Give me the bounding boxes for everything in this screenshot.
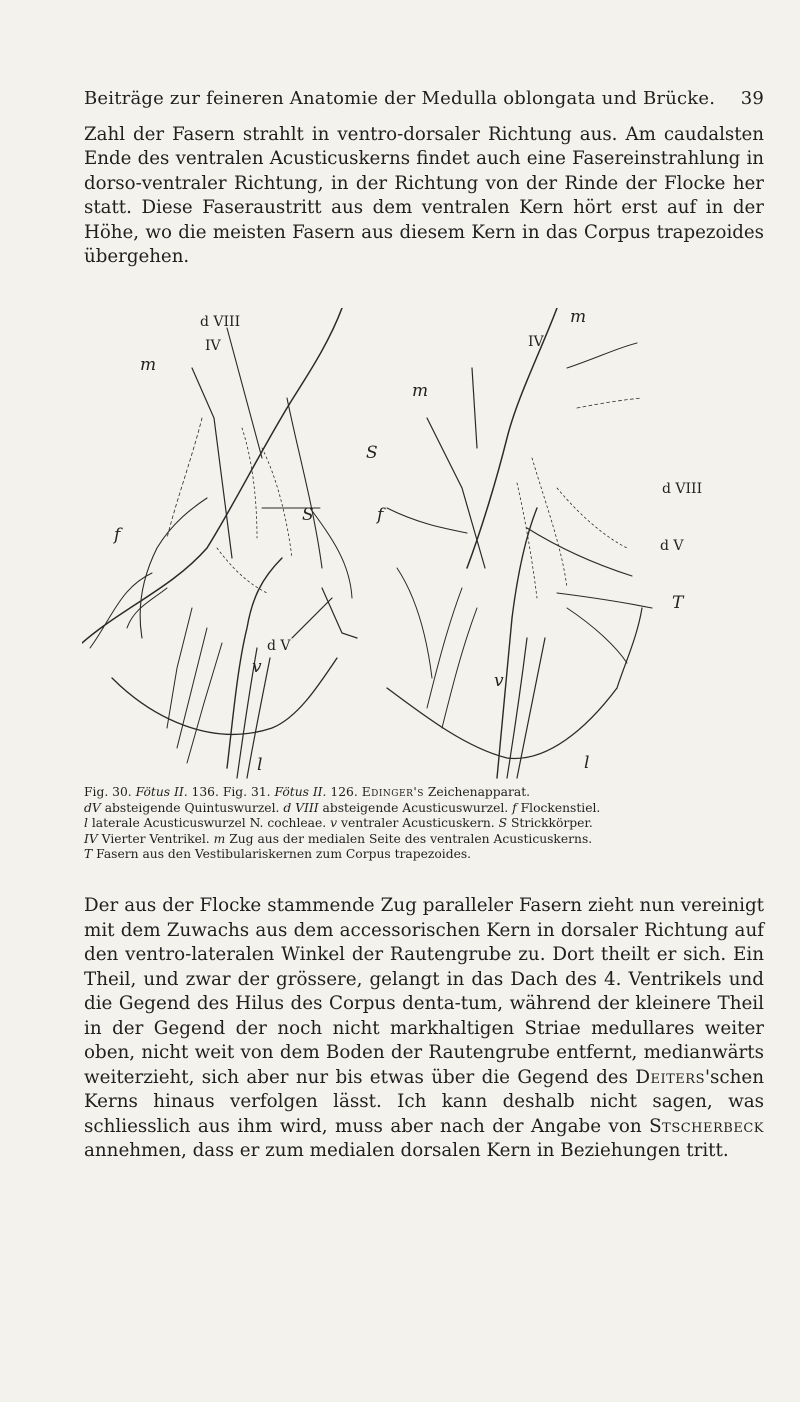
caption-fig30-source: Fötus II.: [135, 785, 188, 799]
fig30-label-m: m: [140, 355, 157, 375]
caption-key-t: T: [84, 847, 93, 862]
page-number: 39: [740, 88, 764, 109]
figure-30-labels: [112, 314, 314, 775]
fig30-label-f: f: [114, 525, 121, 545]
paragraph-1: Zahl der Fasern strahlt in ventro-dorsaler Richtung aus. Am caudalsten Ende des ventralen Acusticuskerns findet auch eine Fasereinstrahlung in dorso-ventraler Richtung, in der Richtung von der Rinde der Flocke her statt. Diese Faseraustritt aus dem ventralen Kern hört erst auf in der Höhe, wo die meisten Fasern aus diesem Kern in das Corpus trapezoides übergehen.: [84, 124, 764, 268]
caption-text-iv: Vierter Ventrikel.: [101, 831, 210, 846]
caption-key-f: f: [512, 800, 517, 815]
figures: [82, 308, 722, 780]
fig31-label-f: f: [377, 505, 384, 525]
fig31-label-d8: d VIII: [662, 481, 703, 497]
fig31-label-m-top: m: [570, 308, 587, 327]
caption-apparatus: Zeichenapparat.: [427, 785, 531, 799]
figure-caption: [84, 785, 764, 863]
caption-apparatus-name: Edinger's: [361, 785, 424, 799]
caption-key-m: m: [213, 831, 226, 846]
running-title: Beiträge zur feineren Anatomie der Medulla oblongata und Brücke.: [84, 88, 716, 109]
fig30-label-l: l: [257, 755, 263, 775]
caption-text-dv: absteigende Quintuswurzel.: [104, 800, 280, 815]
paragraph-2-part-c: annehmen, dass er zum medialen dorsalen Kern in Beziehungen tritt.: [84, 1140, 729, 1161]
caption-key-iv: IV: [84, 831, 98, 846]
author-deiters: Deiters: [635, 1066, 705, 1088]
fig31-label-l: l: [584, 753, 590, 773]
fig30-label-v: v: [252, 657, 262, 677]
paragraph-2: [84, 894, 764, 1164]
fig30-label-iv: IV: [205, 338, 221, 354]
fig31-label-t: T: [672, 593, 684, 613]
figure-31-labels: [366, 308, 702, 773]
caption-key-dv: dV: [84, 800, 101, 815]
figure-31: [387, 308, 652, 778]
caption-key-v: v: [330, 816, 338, 831]
fig30-label-d8: d VIII: [200, 314, 241, 330]
caption-fig30-number: 136.: [191, 785, 219, 799]
caption-text-f: Flockenstiel.: [520, 800, 601, 815]
caption-text-m: Zug aus der medialen Seite des ventralen Acusticuskerns.: [229, 831, 593, 846]
caption-fig30: Fig. 30.: [84, 785, 132, 799]
caption-fig31: Fig. 31.: [222, 785, 271, 799]
fig31-label-m-left: m: [412, 381, 429, 401]
paragraph-2-part-a: Der aus der Flocke stammende Zug paralleler Fasern zieht nun vereinigt mit dem Zuwachs aus dem accessorischen Kern in dorsaler Richtung auf den ventro-lateralen Winkel der Rautengrube zu. Dort theilt er sich. Ein Theil, und zwar der grössere, gelangt in das Dach des 4. Ventrikels und die Gegend des Hilus des Corpus denta-tum, während der kleinere Theil in der Gegend der noch nicht markhaltigen Striae medullares weiter oben, nicht weit von dem Boden der Rautengrube entfernt, medianwärts weiterzieht, sich aber nur bis etwas über die Gegend des: [84, 895, 764, 1088]
caption-key-s: S: [498, 816, 508, 831]
caption-text-v: ventraler Acusticuskern.: [341, 816, 495, 831]
figure-30: [82, 308, 357, 778]
paragraph-2-part-b: 'schen Kerns hinaus verfolgen lässt. Ich kann deshalb nicht sagen, was schliesslich aus ihm wird, muss aber nach der Angabe von: [84, 1066, 765, 1137]
caption-text-t: Fasern aus den Vestibulariskernen zum Corpus trapezoides.: [96, 847, 472, 862]
caption-key-l: l: [84, 816, 88, 831]
fig31-label-s: S: [366, 443, 378, 463]
fig30-label-s: S: [302, 505, 314, 525]
caption-text-d8: absteigende Acusticuswurzel.: [322, 800, 509, 815]
caption-fig31-number: 126.: [330, 785, 358, 799]
fig31-label-d5: d V: [660, 538, 684, 554]
fig31-label-iv: IV: [528, 334, 544, 350]
author-stscherbeck: Stscherbeck: [649, 1115, 764, 1137]
caption-text-l: laterale Acusticuswurzel N. cochleae.: [91, 816, 327, 831]
caption-key-d8: d VIII: [283, 800, 319, 815]
caption-text-s: Strickkörper.: [511, 816, 593, 831]
caption-fig31-source: Fötus II.: [274, 785, 327, 799]
fig30-label-d5: d V: [267, 638, 291, 654]
fig31-label-v: v: [494, 671, 504, 691]
